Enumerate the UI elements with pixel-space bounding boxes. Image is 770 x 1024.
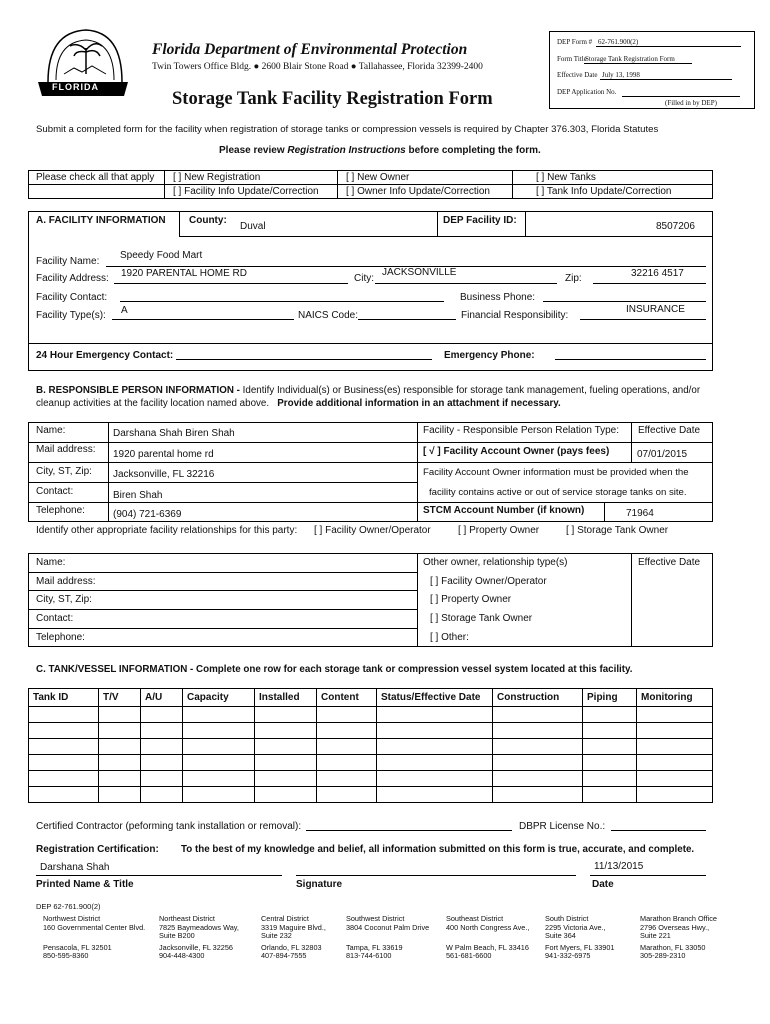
district-line: Orlando, FL 32803	[261, 942, 322, 952]
district-line: 850-595-8360	[43, 951, 89, 961]
facility-account-owner-checkbox[interactable]: [ √ ] Facility Account Owner (pays fees)	[423, 446, 610, 457]
district-office	[261, 915, 326, 961]
oo-contact-label: Contact:	[36, 613, 74, 624]
facility-address-label: Facility Address:	[36, 273, 109, 284]
stcm-account-value[interactable]: 71964	[626, 508, 654, 519]
checkbox-new-tanks[interactable]: [ ] New Tanks	[536, 172, 596, 183]
other-owner-box	[28, 553, 713, 647]
col-content: Content	[317, 689, 377, 707]
rp-effective-date-label: Effective Date	[638, 425, 701, 436]
oo-other-checkbox[interactable]: [ ] Other:	[430, 632, 469, 643]
district-line: 813-744-6100	[346, 951, 392, 961]
district-line: 561-681-6600	[446, 951, 492, 961]
oo-effective-date-label: Effective Date	[638, 557, 701, 568]
col-capacity: Capacity	[183, 689, 255, 707]
district-line: Marathon, FL 33050	[640, 942, 706, 952]
printed-name-label: Printed Name & Title	[36, 879, 134, 890]
table-row[interactable]	[29, 707, 713, 723]
dbpr-license-label: DBPR License No.:	[519, 821, 606, 832]
rp-mail-value[interactable]: 1920 parental home rd	[113, 449, 214, 460]
facility-type-label: Facility Type(s):	[36, 310, 106, 321]
tank-section-title: C. TANK/VESSEL INFORMATION - Complete one row for each storage tank or compression vessel system located at this facility.	[36, 664, 633, 675]
district-office	[640, 915, 717, 961]
check-all-label: Please check all that apply	[36, 172, 155, 183]
checkbox-owner-info-update[interactable]: [ ] Owner Info Update/Correction	[346, 186, 490, 197]
oo-property-owner-checkbox[interactable]: [ ] Property Owner	[430, 594, 512, 605]
district-line: Suite 364	[545, 931, 576, 941]
col-status: Status/Effective Date	[377, 689, 493, 707]
agency-address: Twin Towers Office Bldg. ● 2600 Blair Stone Road ● Tallahassee, Florida 32399-2400	[152, 62, 483, 72]
col-monitoring: Monitoring	[637, 689, 713, 707]
date-label: Date	[592, 879, 614, 890]
district-line: Jacksonville, FL 32256	[159, 942, 233, 952]
dep-form-no: 62-761.900(2)	[598, 38, 639, 46]
financial-responsibility-label: Financial Responsibility:	[461, 310, 569, 321]
facility-name-value[interactable]: Speedy Food Mart	[120, 250, 203, 261]
facility-contact-label: Facility Contact:	[36, 292, 108, 303]
facility-section-title: A. FACILITY INFORMATION	[36, 215, 166, 226]
rp-effective-date-value[interactable]: 07/01/2015	[637, 449, 688, 460]
col-piping: Piping	[583, 689, 637, 707]
oo-mail-label: Mail address:	[36, 576, 96, 587]
seal-banner-text: FLORIDA	[52, 82, 99, 92]
checkbox-new-registration[interactable]: [ ] New Registration	[173, 172, 261, 183]
district-line: 407-894-7555	[261, 951, 307, 961]
district-line: 305-289-2310	[640, 951, 686, 961]
district-line: Southeast District	[446, 914, 504, 923]
rp-phone-label: Telephone:	[36, 505, 85, 516]
district-line: Suite 221	[640, 931, 671, 941]
oo-tank-owner-checkbox[interactable]: [ ] Storage Tank Owner	[430, 613, 533, 624]
dep-filled-note: (Filled in by DEP)	[665, 99, 717, 107]
dep-facility-id-label: DEP Facility ID:	[443, 215, 517, 226]
district-line: 160 Governmental Center Blvd.	[43, 922, 146, 932]
district-line: 3319 Maguire Blvd.,	[261, 922, 326, 932]
dep-app-no-label: DEP Application No.	[557, 88, 617, 96]
col-tv: T/V	[99, 689, 141, 707]
district-office	[446, 915, 529, 961]
district-line: 7825 Baymeadows Way,	[159, 922, 239, 932]
city-value[interactable]: JACKSONVILLE	[382, 267, 457, 278]
printed-name-value[interactable]: Darshana Shah	[40, 862, 110, 873]
oo-phone-label: Telephone:	[36, 632, 85, 643]
district-line: Northwest District	[43, 914, 101, 923]
responsible-section-subtitle: cleanup activities at the facility location named above. Provide additional information in an attachment if necessary.	[36, 398, 561, 409]
emergency-contact-label: 24 Hour Emergency Contact:	[36, 350, 174, 361]
intro-text: Submit a completed form for the facility when registration of storage tanks or compression vessels is required by Chapter 376.303, Florida Statutes	[36, 124, 659, 135]
table-row[interactable]	[29, 739, 713, 755]
rp-name-value[interactable]: Darshana Shah Biren Shah	[113, 428, 235, 439]
city-label: City:	[354, 273, 374, 284]
dep-effective-date: July 13, 1998	[602, 71, 640, 79]
oo-city-label: City, ST, Zip:	[36, 594, 92, 605]
table-row[interactable]	[29, 755, 713, 771]
district-line: Suite 232	[261, 931, 292, 941]
facility-section-box	[28, 211, 713, 371]
facility-address-value[interactable]: 1920 PARENTAL HOME RD	[121, 268, 247, 279]
facility-type-value[interactable]: A	[121, 305, 128, 316]
table-row[interactable]	[29, 787, 713, 803]
table-row[interactable]	[29, 723, 713, 739]
registration-certification-text: To the best of my knowledge and belief, all information submitted on this form is true, accurate, and complete.	[181, 844, 695, 855]
account-owner-note-2: facility contains active or out of service storage tanks on site.	[429, 487, 687, 498]
business-phone-label: Business Phone:	[460, 292, 536, 303]
rp-contact-value[interactable]: Biren Shah	[113, 490, 163, 501]
oo-name-label: Name:	[36, 557, 66, 568]
other-rel-facility-owner[interactable]: [ ] Facility Owner/Operator	[314, 525, 431, 536]
district-line: W Palm Beach, FL 33416	[446, 942, 529, 952]
district-line: Marathon Branch Office	[640, 914, 717, 923]
rp-name-label: Name:	[36, 425, 66, 436]
district-line: 904-448-4300	[159, 951, 205, 961]
dep-form-no-label: DEP Form #	[557, 38, 593, 46]
district-line	[43, 932, 145, 941]
form-title: Storage Tank Facility Registration Form	[172, 89, 493, 109]
col-construction: Construction	[493, 689, 583, 707]
other-relationships-label: Identify other appropriate facility relationships for this party:	[36, 525, 298, 536]
emergency-phone-label: Emergency Phone:	[444, 350, 535, 361]
table-row[interactable]	[29, 771, 713, 787]
rp-mail-label: Mail address:	[36, 444, 96, 455]
dep-facility-id-value[interactable]: 8507206	[656, 221, 695, 232]
col-au: A/U	[141, 689, 183, 707]
dep-form-title: Storage Tank Registration Form	[585, 55, 675, 63]
district-line: South District	[545, 914, 589, 923]
rp-contact-label: Contact:	[36, 486, 74, 497]
col-tank-id: Tank ID	[29, 689, 99, 707]
district-line	[346, 932, 429, 941]
checkbox-new-owner[interactable]: [ ] New Owner	[346, 172, 410, 183]
oo-facility-owner-checkbox[interactable]: [ ] Facility Owner/Operator	[430, 576, 547, 587]
county-label: County:	[189, 215, 227, 226]
district-office	[545, 915, 614, 961]
district-line: Pensacola, FL 32501	[43, 942, 112, 952]
registration-certification-label: Registration Certification:	[36, 844, 159, 855]
rp-phone-value[interactable]: (904) 721-6369	[113, 509, 182, 520]
tank-table	[28, 688, 713, 803]
district-line: 3804 Coconut Palm Drive	[346, 922, 430, 932]
district-office	[159, 915, 239, 961]
date-value[interactable]: 11/13/2015	[594, 861, 644, 872]
account-owner-note-1: Facility Account Owner information must be provided when the	[423, 467, 689, 478]
district-line: 2295 Victoria Ave.,	[545, 922, 606, 932]
district-line: 2796 Overseas Hwy.,	[640, 922, 710, 932]
other-rel-property-owner[interactable]: [ ] Property Owner	[458, 525, 540, 536]
other-rel-tank-owner[interactable]: [ ] Storage Tank Owner	[566, 525, 669, 536]
oo-relationship-type-label: Other owner, relationship type(s)	[423, 557, 568, 568]
checkbox-facility-info-update[interactable]: [ ] Facility Info Update/Correction	[173, 186, 319, 197]
review-instructions: Please review Registration Instructions before completing the form.	[219, 145, 541, 156]
county-value[interactable]: Duval	[240, 221, 266, 232]
district-office	[346, 915, 429, 961]
rp-city-value[interactable]: Jacksonville, FL 32216	[113, 469, 215, 480]
district-line: Tampa, FL 33619	[346, 942, 403, 952]
agency-name: Florida Department of Environmental Protection	[152, 41, 468, 58]
district-line: Suite B200	[159, 931, 195, 941]
stcm-account-label: STCM Account Number (if known)	[423, 505, 585, 516]
signature-label: Signature	[296, 879, 343, 890]
district-office	[43, 915, 145, 961]
col-installed: Installed	[255, 689, 317, 707]
district-line: Central District	[261, 914, 309, 923]
rp-city-label: City, ST, Zip:	[36, 466, 92, 477]
district-line: 400 North Congress Ave.,	[446, 922, 530, 932]
checkbox-tank-info-update[interactable]: [ ] Tank Info Update/Correction	[536, 186, 672, 197]
district-line	[446, 932, 529, 941]
certified-contractor-label: Certified Contractor (peforming tank installation or removal):	[36, 821, 302, 832]
naics-code-label: NAICS Code:	[298, 310, 359, 321]
dep-form-title-label: Form Title	[557, 55, 587, 63]
district-line: Fort Myers, FL 33901	[545, 942, 615, 952]
district-line: 941-332-6975	[545, 951, 591, 961]
district-line: Northeast District	[159, 914, 215, 923]
relation-type-label: Facility - Responsible Person Relation Type:	[423, 425, 620, 436]
financial-responsibility-value[interactable]: INSURANCE	[626, 304, 685, 315]
zip-label: Zip:	[565, 273, 582, 284]
responsible-section-title: B. RESPONSIBLE PERSON INFORMATION - Identify Individual(s) or Business(es) responsible for storage tank management, fueling operations, and/or	[36, 385, 701, 396]
district-line: Southwest District	[346, 914, 405, 923]
footer-form-number: DEP 62-761.900(2)	[36, 902, 101, 911]
zip-value[interactable]: 32216 4517	[631, 268, 684, 279]
facility-name-label: Facility Name:	[36, 256, 100, 267]
dep-effective-label: Effective Date	[557, 71, 598, 79]
